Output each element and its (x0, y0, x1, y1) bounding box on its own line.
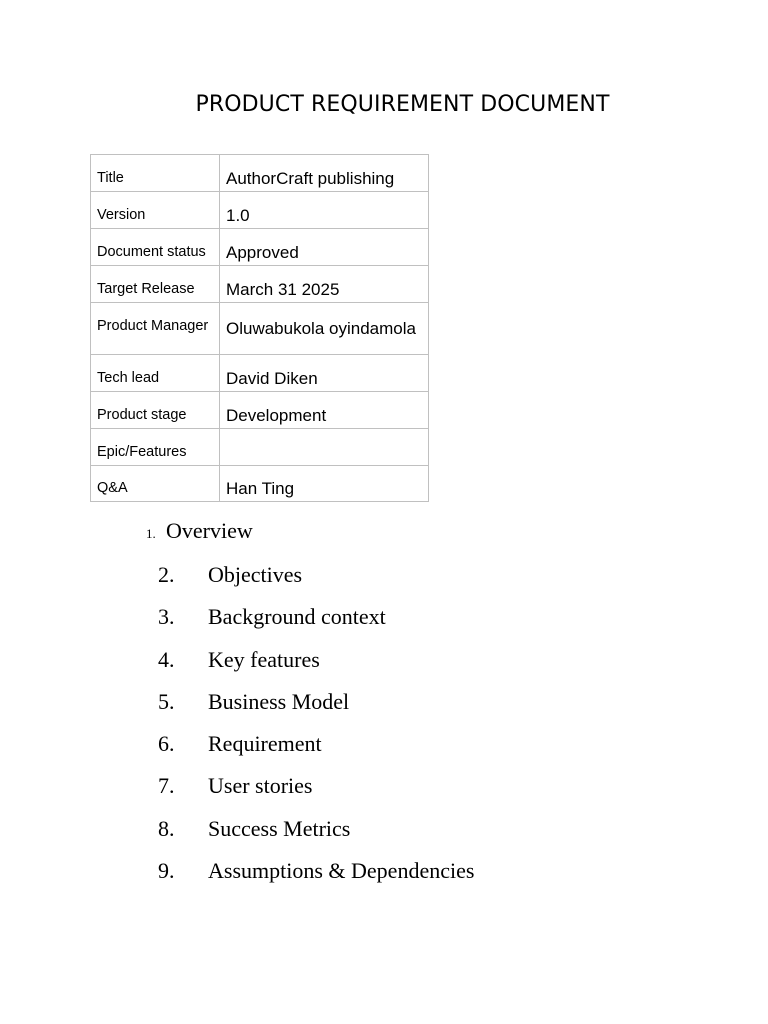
row-label: Title (91, 155, 220, 192)
toc-item-text: Overview (166, 518, 253, 543)
toc-item-text: Background context (208, 604, 386, 630)
document-title: PRODUCT REQUIREMENT DOCUMENT (195, 92, 610, 117)
row-value: 1.0 (220, 192, 429, 229)
row-value: AuthorCraft publishing (220, 155, 429, 192)
table-row (91, 355, 429, 392)
toc-item-overview (146, 518, 253, 544)
toc-item-number: 5. (158, 688, 175, 714)
toc-item-text: Success Metrics (208, 815, 351, 841)
table-row (91, 266, 429, 303)
list-item (158, 603, 474, 645)
row-value: March 31 2025 (220, 266, 429, 303)
row-value: David Diken (220, 355, 429, 392)
toc-item-number: 3. (158, 604, 175, 630)
toc-item-text: Key features (208, 646, 320, 672)
list-item (158, 772, 474, 814)
list-item (158, 815, 474, 857)
list-item (158, 730, 474, 772)
toc-item-number: 2. (158, 562, 175, 587)
row-value: Approved (220, 229, 429, 266)
list-item (158, 646, 474, 688)
toc-item-text: User stories (208, 773, 313, 799)
toc-item-number: 8. (158, 815, 175, 841)
table-row (91, 192, 429, 229)
table-row (91, 155, 429, 192)
metadata-table (90, 154, 429, 502)
row-label: Q&A (91, 466, 220, 502)
toc-item-text: Business Model (208, 688, 350, 714)
toc-item-text: Objectives (208, 562, 303, 587)
toc-item-text: Assumptions & Dependencies (208, 858, 475, 884)
toc-item-number: 6. (158, 731, 175, 757)
toc-item-number: 9. (158, 858, 175, 884)
table-row (91, 429, 429, 466)
row-label: Product Manager (91, 303, 220, 355)
table-row (91, 229, 429, 266)
row-label: Product stage (91, 392, 220, 429)
toc-item-number: 7. (158, 773, 175, 799)
table-row (91, 392, 429, 429)
row-label: Tech lead (91, 355, 220, 392)
row-value: Han Ting (220, 466, 429, 502)
list-item (158, 561, 474, 603)
toc-item-text: Requirement (208, 731, 322, 757)
row-label: Version (91, 192, 220, 229)
row-label: Epic/Features (91, 429, 220, 466)
table-of-contents (158, 561, 474, 899)
list-item (158, 857, 474, 899)
toc-item-number: 4. (158, 646, 175, 672)
list-item (158, 688, 474, 730)
toc-item-number: 1. (146, 526, 156, 541)
table-row (91, 466, 429, 502)
row-value (220, 429, 429, 466)
row-label: Document status (91, 229, 220, 266)
table-row (91, 303, 429, 355)
row-label: Target Release (91, 266, 220, 303)
row-value: Development (220, 392, 429, 429)
row-value: Oluwabukola oyindamola (220, 303, 429, 355)
